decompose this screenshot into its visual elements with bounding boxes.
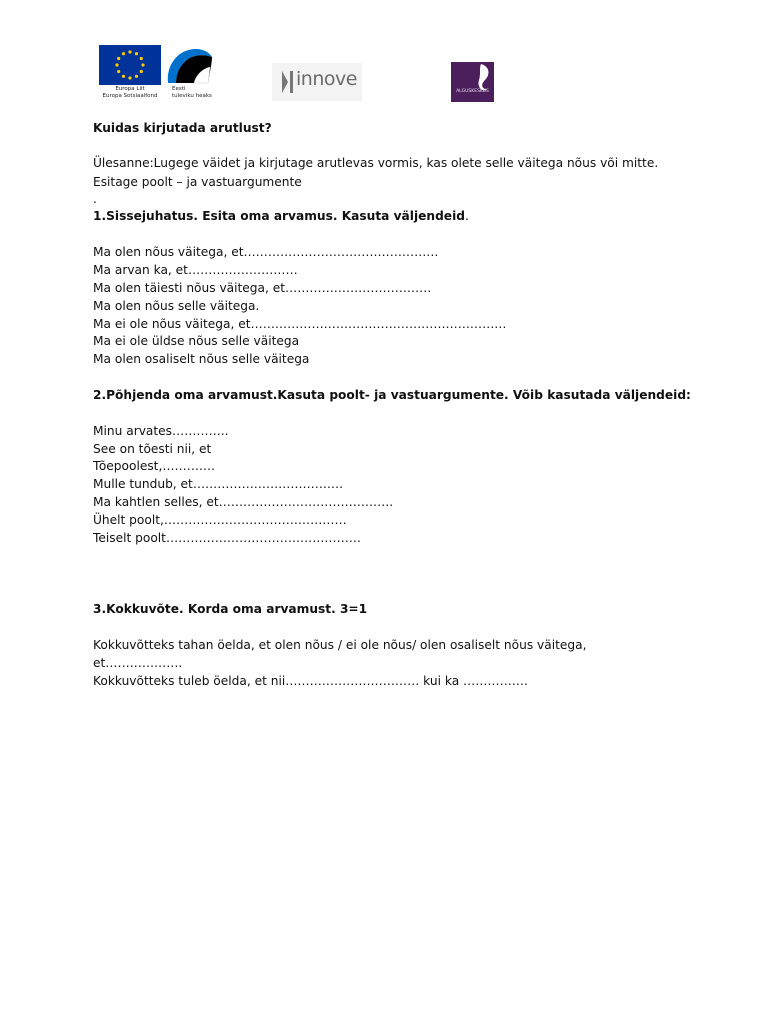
eu-caption-line-2: Europa Sotsiaalfond bbox=[102, 92, 158, 99]
task-dot: . bbox=[93, 192, 97, 206]
eu-flag-logo bbox=[99, 45, 161, 85]
alguskeskus-logo bbox=[451, 62, 494, 102]
section-2-phrase: Ühelt poolt,……………………………………… bbox=[93, 513, 347, 527]
eesti-caption-line-2: tuleviku heaks bbox=[172, 92, 212, 99]
section-1-phrase: Ma arvan ka, et……………………… bbox=[93, 263, 298, 277]
section-3-heading: 3.Kokkuvõte. Korda oma arvamust. 3=1 bbox=[93, 602, 368, 616]
section-3-line: et………………. bbox=[93, 656, 183, 670]
section-1-phrase: Ma olen nõus väitega, et………………………………………… bbox=[93, 245, 439, 259]
section-1-phrase: Ma ei ole nõus väitega, et……………………………………………………… bbox=[93, 317, 507, 331]
alguskeskus-logo-text: ALGUSKESKUS bbox=[456, 89, 489, 94]
section-1-heading-text: 1.Sissejuhatus. Esita oma arvamus. Kasuta väljendeid bbox=[93, 209, 465, 223]
eesti-caption-line-1: Eesti bbox=[172, 86, 186, 92]
eu-caption bbox=[97, 86, 163, 99]
innove-logo-text: innove bbox=[296, 68, 357, 90]
section-1-phrase: Ma olen nõus selle väitega. bbox=[93, 299, 260, 313]
section-1-phrase: Ma ei ole üldse nõus selle väitega bbox=[93, 334, 300, 348]
eu-caption-line-1: Europa Liit bbox=[115, 86, 145, 92]
task-line-1: Ülesanne:Lugege väidet ja kirjutage arutlevas vormis, kas olete selle väitega nõus või mitte. bbox=[93, 156, 659, 170]
task-line-2: Esitage poolt – ja vastuargumente bbox=[93, 175, 302, 189]
logo-bar bbox=[0, 0, 768, 110]
section-3-line: Kokkuvõtteks tuleb öelda, et nii…………………………… kui ka ……………. bbox=[93, 674, 528, 688]
section-2-phrase: See on tõesti nii, et bbox=[93, 442, 212, 456]
section-2-phrase: Minu arvates………….. bbox=[93, 424, 229, 438]
section-1-heading bbox=[93, 208, 469, 224]
eesti-caption bbox=[172, 86, 222, 99]
section-3-line: Kokkuvõtteks tahan öelda, et olen nõus / ei ole nõus/ olen osaliselt nõus väitega, bbox=[93, 638, 587, 652]
section-2-phrase: Mulle tundub, et………………………………. bbox=[93, 477, 343, 491]
document-title: Kuidas kirjutada arutlust? bbox=[93, 121, 272, 135]
section-2-heading: 2.Põhjenda oma arvamust.Kasuta poolt- ja vastuargumente. Võib kasutada väljendeid: bbox=[93, 388, 691, 402]
section-1-heading-period: . bbox=[464, 209, 469, 223]
section-2-phrase: Ma kahtlen selles, et……………………………………. bbox=[93, 495, 394, 509]
section-1-phrase: Ma olen osaliselt nõus selle väitega bbox=[93, 352, 310, 366]
section-2-phrase: Tõepoolest,…………. bbox=[93, 459, 215, 473]
section-2-phrase: Teiselt poolt………………………………………… bbox=[93, 531, 361, 545]
section-1-phrase: Ma olen täiesti nõus väitega, et……………………………… bbox=[93, 281, 432, 295]
eesti-logo bbox=[164, 45, 214, 85]
